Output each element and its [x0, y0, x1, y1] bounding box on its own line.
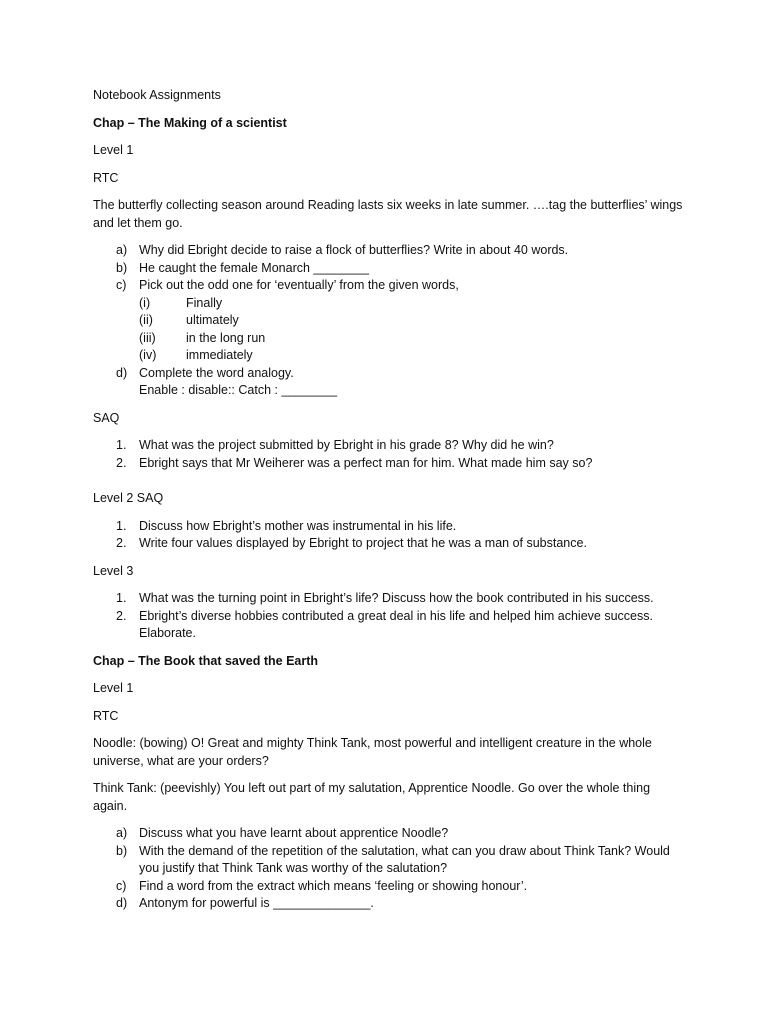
chapter1-rtc-label: RTC [93, 170, 119, 185]
list-item [93, 277, 683, 365]
option-number: (iii) [139, 330, 156, 345]
list-marker: 1. [116, 591, 127, 605]
chapter1-saq-list [93, 437, 683, 472]
list-item [93, 843, 683, 878]
question-text: Discuss what you have learnt about apprentice Noodle? [139, 826, 449, 840]
list-item [93, 365, 683, 400]
list-item [93, 437, 683, 455]
chapter1-saq-label: SAQ [93, 410, 120, 425]
list-item [93, 878, 683, 896]
list-marker: 1. [116, 438, 127, 452]
option-number: (iv) [139, 348, 157, 362]
option-text: Finally [186, 295, 223, 310]
list-marker: 2. [116, 536, 127, 550]
chapter1-rtc-question-list [93, 242, 683, 400]
list-marker: d) [116, 365, 128, 380]
chapter2-level1-label: Level 1 [93, 681, 134, 695]
list-item [93, 455, 683, 473]
question-text: Ebright says that Mr Weiherer was a perfect man for him. What made him say so? [139, 455, 593, 470]
question-text: Discuss how Ebright’s mother was instrumental in his life. [139, 518, 457, 533]
option-number: (i) [139, 295, 151, 310]
list-item [93, 825, 683, 843]
list-marker: 2. [116, 608, 127, 623]
question-text: He caught the female Monarch ________ [139, 260, 370, 275]
option-item [139, 330, 683, 348]
list-item [93, 590, 683, 608]
question-text: Why did Ebright decide to raise a flock of butterflies? Write in about 40 words. [139, 243, 569, 257]
list-item [93, 518, 683, 536]
chapter2-passage-noodle: Noodle: (bowing) O! Great and mighty Think Tank, most powerful and intelligent creature in the whole universe, what are your orders? [93, 736, 652, 768]
chapter2-passage-think-tank: Think Tank: (peevishly) You left out part of my salutation, Apprentice Noodle. Go over the whole thing again. [93, 781, 651, 813]
chapter1-passage: The butterfly collecting season around Reading lasts six weeks in late summer. ….tag the butterflies’ wings and let them go. [93, 198, 683, 230]
chapter1-level2-label: Level 2 SAQ [93, 491, 164, 505]
list-marker: a) [116, 243, 128, 257]
chapter1-level1-label: Level 1 [93, 143, 134, 157]
list-marker: c) [116, 878, 127, 893]
list-marker: d) [116, 896, 128, 910]
question-text: Write four values displayed by Ebright to project that he was a man of substance. [139, 536, 587, 550]
question-text: What was the project submitted by Ebright in his grade 8? Why did he win? [139, 438, 554, 452]
question-text: Find a word from the extract which means ‘feeling or showing honour’. [139, 878, 528, 893]
list-item [93, 260, 683, 278]
question-text: What was the turning point in Ebright’s life? Discuss how the book contributed in his success. [139, 591, 654, 605]
chapter2-question-list [93, 825, 683, 913]
chapter1-level2-list [93, 518, 683, 553]
option-item [139, 347, 683, 365]
list-marker: a) [116, 826, 128, 840]
chapter2-rtc-label: RTC [93, 708, 119, 723]
option-text: in the long run [186, 330, 266, 345]
list-item [93, 242, 683, 260]
question-text: Complete the word analogy. [139, 365, 294, 380]
option-item [139, 295, 683, 313]
option-text: ultimately [186, 313, 239, 327]
document-page [93, 87, 683, 923]
list-item [93, 535, 683, 553]
question-text: Antonym for powerful is ______________. [139, 896, 374, 910]
list-marker: c) [116, 278, 127, 292]
option-item [139, 312, 683, 330]
question-text: Pick out the odd one for ‘eventually’ from the given words, [139, 278, 459, 292]
chapter1-heading: Chap – The Making of a scientist [93, 115, 287, 130]
question-text: Ebright’s diverse hobbies contributed a great deal in his life and helped him achieve success. Elaborate. [139, 608, 653, 640]
analogy-line: Enable : disable:: Catch : ________ [139, 383, 338, 397]
option-number: (ii) [139, 313, 153, 327]
option-text: immediately [186, 348, 253, 362]
chapter1-level3-label: Level 3 [93, 563, 134, 578]
list-marker: b) [116, 843, 128, 858]
question-text: With the demand of the repetition of the salutation, what can you draw about Think Tank? Would you justify that Think Tank was worthy of the salutation? [139, 843, 670, 875]
chapter1-level3-list [93, 590, 683, 643]
chapter2-heading: Chap – The Book that saved the Earth [93, 653, 319, 668]
list-marker: 1. [116, 518, 127, 533]
list-item [93, 608, 683, 643]
document-title: Notebook Assignments [93, 88, 221, 102]
list-marker: b) [116, 260, 128, 275]
list-item [93, 895, 683, 913]
list-marker: 2. [116, 455, 127, 470]
